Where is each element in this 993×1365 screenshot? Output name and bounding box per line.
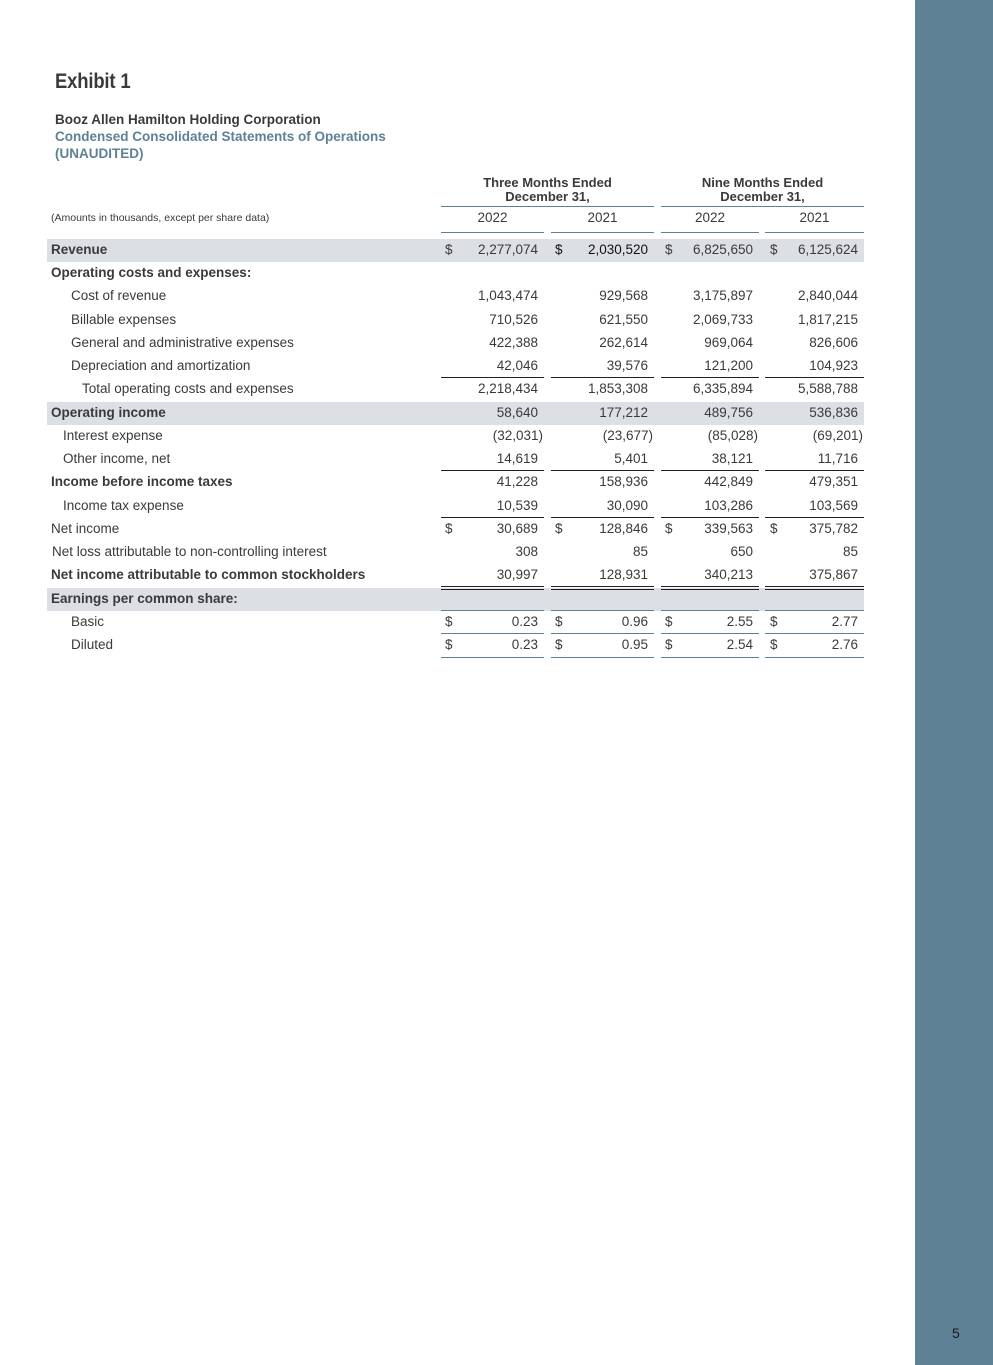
table-row-eps-header — [0, 588, 915, 611]
row-label: Revenue — [51, 242, 108, 257]
row-label: Income before income taxes — [51, 474, 233, 489]
cell-value: 339,563 — [704, 521, 753, 536]
cell-value: 1,043,474 — [477, 288, 538, 303]
cell-value: 308 — [515, 544, 538, 559]
year-rule — [765, 232, 864, 233]
cell-value: 128,846 — [599, 521, 648, 536]
row-label: Billable expenses — [71, 312, 177, 327]
dollar-sign: $ — [770, 242, 778, 257]
cell-value: (32,031) — [492, 428, 543, 443]
subtotal-rule — [441, 517, 544, 518]
row-label: Interest expense — [63, 428, 163, 443]
eps-rule — [765, 610, 864, 611]
row-label: Depreciation and amortization — [71, 358, 251, 373]
subtotal-rule — [765, 377, 864, 378]
cell-value: 2.77 — [831, 614, 858, 629]
row-label: Earnings per common share: — [51, 591, 238, 606]
dollar-sign: $ — [770, 521, 778, 536]
eps-rule — [441, 657, 544, 658]
eps-rule — [661, 633, 759, 634]
subtotal-rule — [661, 517, 759, 518]
subtotal-rule — [551, 377, 654, 378]
eps-rule — [661, 657, 759, 658]
dollar-sign: $ — [665, 242, 673, 257]
dollar-sign: $ — [665, 521, 673, 536]
table-row-total-operating-costs — [0, 378, 915, 401]
cell-value: 1,853,308 — [587, 381, 648, 396]
column-group-rule — [441, 206, 654, 207]
row-label: General and administrative expenses — [71, 335, 294, 350]
row-label: Income tax expense — [63, 498, 184, 513]
table-row-billable-expenses — [0, 309, 915, 332]
subtotal-rule — [551, 470, 654, 471]
table-row-eps-diluted — [0, 634, 915, 657]
year-header: 2022 — [694, 210, 726, 225]
cell-value: 103,286 — [704, 498, 753, 513]
year-header: 2021 — [799, 210, 830, 225]
table-row-income-tax-expense — [0, 495, 915, 518]
statement-title: Condensed Consolidated Statements of Operations — [55, 129, 386, 144]
subtotal-rule — [551, 517, 654, 518]
dollar-sign: $ — [555, 521, 563, 536]
eps-rule — [441, 610, 544, 611]
cell-value: 3,175,897 — [692, 288, 753, 303]
row-label: Diluted — [71, 637, 114, 652]
column-group-line1: Nine Months Ended — [701, 175, 824, 190]
cell-value: 0.23 — [511, 614, 538, 629]
table-row-cost-of-revenue — [0, 285, 915, 308]
table-row-revenue — [0, 239, 915, 262]
double-total-rule — [551, 586, 654, 590]
cell-value: 11,716 — [817, 451, 858, 466]
cell-value: 2,218,434 — [477, 381, 538, 396]
cell-value: 5,588,788 — [797, 381, 858, 396]
table-row-operating-costs-header — [0, 262, 915, 285]
column-group-line2: December 31, — [505, 189, 590, 204]
table-row-other-income — [0, 448, 915, 471]
cell-value: 6,335,894 — [692, 381, 753, 396]
cell-value: 969,064 — [704, 335, 753, 350]
row-label: Basic — [71, 614, 105, 629]
table-row-income-before-taxes — [0, 471, 915, 494]
year-header: 2022 — [477, 210, 508, 225]
dollar-sign: $ — [445, 614, 453, 629]
eps-rule — [441, 633, 544, 634]
year-rule — [661, 232, 759, 233]
cell-value: 375,782 — [809, 521, 858, 536]
column-group-line1: Three Months Ended — [483, 175, 612, 190]
cell-value: 0.95 — [621, 637, 648, 652]
cell-value: 104,923 — [809, 358, 858, 373]
eps-rule — [551, 633, 654, 634]
dollar-sign: $ — [445, 242, 453, 257]
cell-value: 5,401 — [614, 451, 648, 466]
cell-value: 2,277,074 — [477, 242, 538, 257]
cell-value: 6,825,650 — [692, 242, 753, 257]
eps-rule — [661, 610, 759, 611]
cell-value: (69,201) — [812, 428, 863, 443]
subtotal-rule — [661, 377, 759, 378]
row-label: Operating income — [51, 405, 166, 420]
cell-value: 85 — [632, 544, 648, 559]
cell-value: (85,028) — [707, 428, 758, 443]
company-name: Booz Allen Hamilton Holding Corporation — [55, 112, 321, 127]
cell-value: 2.76 — [831, 637, 858, 652]
side-color-bar — [915, 0, 993, 1365]
cell-value: 128,931 — [599, 567, 648, 582]
row-label: Net income attributable to common stockholders — [51, 567, 366, 582]
dollar-sign: $ — [665, 614, 673, 629]
amounts-note: (Amounts in thousands, except per share data) — [51, 212, 270, 224]
cell-value: 1,817,215 — [797, 312, 858, 327]
double-total-rule — [765, 586, 864, 590]
cell-value: 30,689 — [496, 521, 538, 536]
column-group-nine-months — [661, 176, 864, 204]
double-total-rule — [661, 586, 759, 590]
row-label: Net income — [51, 521, 120, 536]
dollar-sign: $ — [555, 637, 563, 652]
dollar-sign: $ — [445, 637, 453, 652]
cell-value: 621,550 — [599, 312, 648, 327]
cell-value: 262,614 — [599, 335, 648, 350]
cell-value: 0.96 — [621, 614, 648, 629]
subtotal-rule — [661, 470, 759, 471]
row-label: Operating costs and expenses: — [51, 265, 252, 280]
table-row-net-income-common — [0, 564, 915, 587]
subtotal-rule — [765, 470, 864, 471]
table-row-net-loss-nci — [0, 541, 915, 564]
table-row-general-admin-expenses — [0, 332, 915, 355]
cell-value: 14,619 — [496, 451, 538, 466]
cell-value: (23,677) — [602, 428, 653, 443]
dollar-sign: $ — [555, 242, 563, 257]
eps-rule — [551, 657, 654, 658]
year-rule — [551, 232, 654, 233]
cell-value: 6,125,624 — [797, 242, 858, 257]
double-total-rule — [441, 586, 544, 590]
cell-value: 85 — [842, 544, 858, 559]
table-row-eps-basic — [0, 611, 915, 634]
dollar-sign: $ — [445, 521, 453, 536]
dollar-sign: $ — [770, 614, 778, 629]
exhibit-title: Exhibit 1 — [55, 70, 131, 93]
cell-value: 30,997 — [496, 567, 538, 582]
cell-value: 2.54 — [726, 637, 753, 652]
cell-value: 10,539 — [496, 498, 538, 513]
cell-value: 422,388 — [489, 335, 538, 350]
cell-value: 58,640 — [496, 405, 538, 420]
column-group-line2: December 31, — [720, 189, 805, 204]
cell-value: 121,200 — [704, 358, 753, 373]
cell-value: 929,568 — [599, 288, 648, 303]
cell-value: 41,228 — [496, 474, 538, 489]
eps-rule — [551, 610, 654, 611]
cell-value: 2,030,520 — [587, 242, 648, 257]
cell-value: 177,212 — [599, 405, 648, 420]
cell-value: 38,121 — [711, 451, 753, 466]
eps-rule — [765, 657, 864, 658]
unaudited-label: (UNAUDITED) — [55, 146, 144, 161]
cell-value: 375,867 — [809, 567, 858, 582]
cell-value: 103,569 — [809, 498, 858, 513]
year-header: 2021 — [587, 210, 618, 225]
row-label: Other income, net — [63, 451, 171, 466]
cell-value: 826,606 — [809, 335, 858, 350]
dollar-sign: $ — [555, 614, 563, 629]
table-row-depreciation-amortization — [0, 355, 915, 378]
column-group-three-months — [441, 176, 654, 204]
row-label: Cost of revenue — [71, 288, 167, 303]
cell-value: 479,351 — [809, 474, 858, 489]
cell-value: 536,836 — [809, 405, 858, 420]
page-number: 5 — [952, 1325, 960, 1341]
cell-value: 42,046 — [496, 358, 538, 373]
table-row-operating-income — [0, 402, 915, 425]
row-label: Total operating costs and expenses — [82, 381, 294, 396]
cell-value: 340,213 — [704, 567, 753, 582]
eps-rule — [765, 633, 864, 634]
table-row-net-income — [0, 518, 915, 541]
row-label: Net loss attributable to non-controlling interest — [52, 544, 327, 559]
dollar-sign: $ — [770, 637, 778, 652]
cell-value: 442,849 — [704, 474, 753, 489]
subtotal-rule — [765, 517, 864, 518]
dollar-sign: $ — [665, 637, 673, 652]
table-row-interest-expense — [0, 425, 915, 448]
cell-value: 650 — [730, 544, 753, 559]
cell-value: 710,526 — [489, 312, 538, 327]
cell-value: 30,090 — [606, 498, 648, 513]
cell-value: 39,576 — [606, 358, 648, 373]
subtotal-rule — [441, 470, 544, 471]
cell-value: 2.55 — [726, 614, 753, 629]
cell-value: 2,840,044 — [797, 288, 858, 303]
subtotal-rule — [441, 377, 544, 378]
cell-value: 2,069,733 — [692, 312, 753, 327]
cell-value: 489,756 — [704, 405, 753, 420]
column-group-rule — [661, 206, 864, 207]
cell-value: 0.23 — [511, 637, 538, 652]
cell-value: 158,936 — [599, 474, 648, 489]
year-rule — [441, 232, 544, 233]
